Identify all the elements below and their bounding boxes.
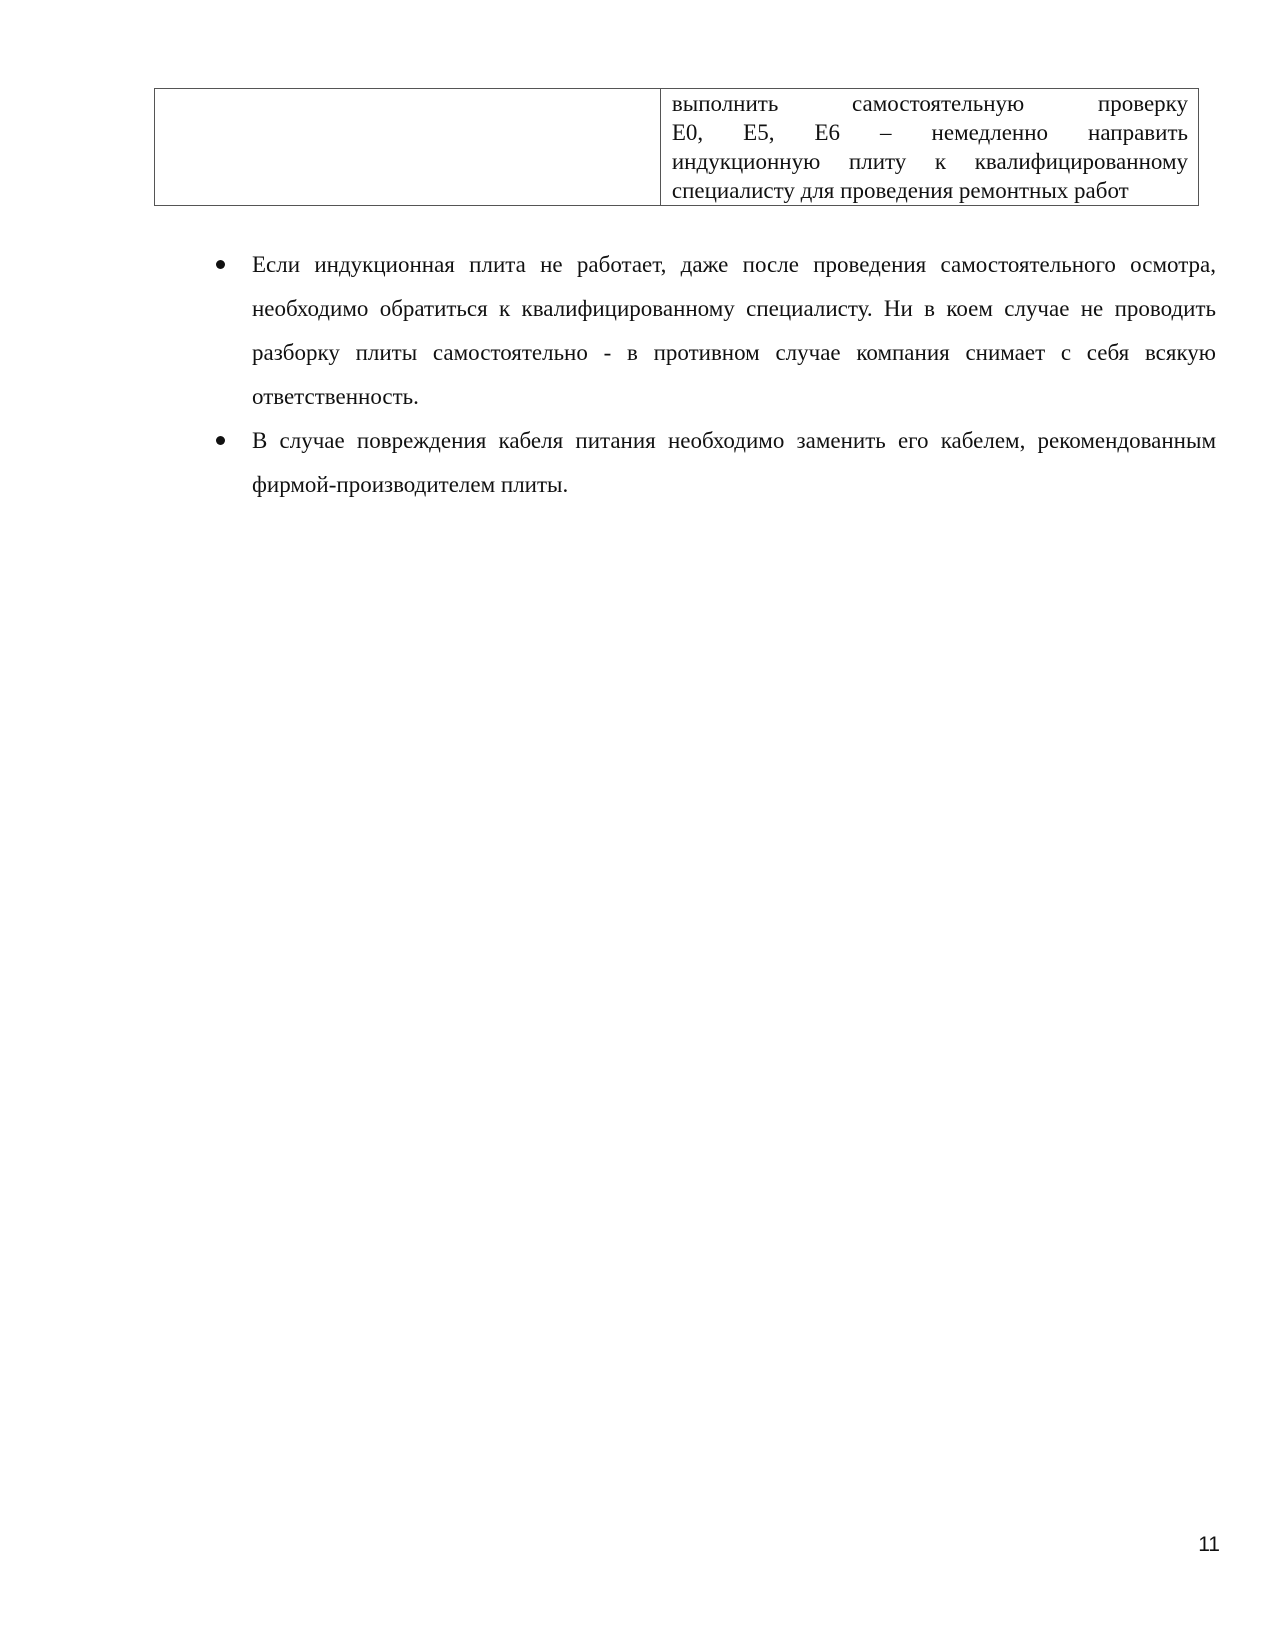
bullet-icon (216, 260, 225, 269)
table-cell-line: специалисту для проведения ремонтных работ (671, 178, 1129, 203)
bullet-list (214, 243, 1216, 507)
page-number: 11 (1198, 1533, 1220, 1556)
list-item (214, 419, 1216, 507)
bullet-text: Если индукционная плита не работает, даже после проведения самостоятельного осмотра, необходимо обратиться к квалифицированному специалисту. Ни в коем случае не проводить разборку плиты самостоятельно - в противном случае компания снимает с себя всякую ответственность. (252, 252, 1216, 409)
table-cell-right (660, 89, 1198, 206)
table-cell-line: выполнить самостоятельную проверку (671, 91, 1188, 116)
bullet-text: В случае повреждения кабеля питания необходимо заменить его кабелем, рекомендованным фирмой-производителем плиты. (252, 428, 1216, 497)
table-row (155, 89, 1199, 206)
continuation-table (154, 88, 1199, 206)
table-cell-line: Е0, Е5, Е6 – немедленно направить (671, 120, 1188, 145)
list-item (214, 243, 1216, 419)
table-cell-line: индукционную плиту к квалифицированному (671, 149, 1188, 174)
table-cell-left (155, 89, 661, 206)
bullet-icon (216, 436, 225, 445)
